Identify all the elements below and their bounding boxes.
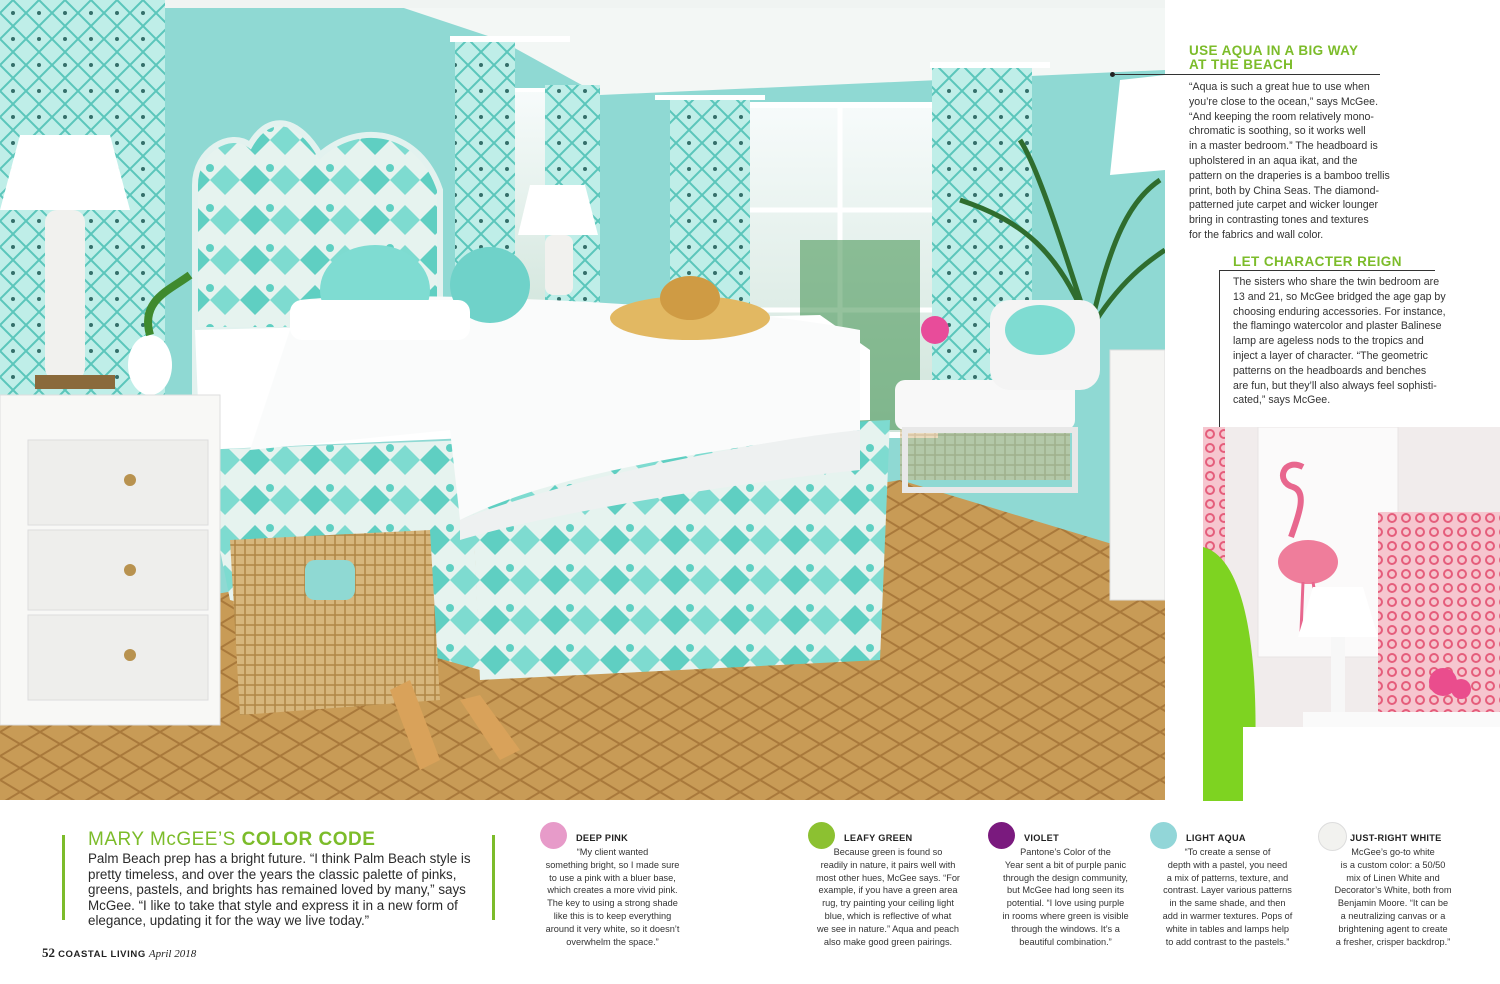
desc-line: Because green is found so [833,847,943,857]
swatch-name: LIGHT AQUA [1186,833,1246,843]
body-line: “And keeping the room relatively mono- [1189,110,1374,123]
desc-line: also make good green pairings. [823,936,953,947]
section-heading-aqua [1189,44,1469,72]
section-body-aqua [1189,80,1489,243]
color-code-intro [88,829,508,929]
body-line: cated,” says McGee. [1233,394,1331,407]
body-line: the flamingo watercolor and plaster Balinese [1233,320,1442,333]
color-code-body [88,851,508,929]
section-heading-character: LET CHARACTER REIGN [1233,254,1402,269]
desc-line: a fresher, crisper backdrop.” [1335,936,1451,947]
desc-line: which creates a more vivid pink. [547,885,678,896]
swatch-description [988,846,1143,948]
body-line: upholstered in an aqua ikat, and the [1189,154,1358,167]
desc-line: example, if you have a green area [818,885,958,896]
body-line: you’re close to the ocean,” says McGee. [1189,95,1379,108]
body-line: The sisters who share the twin bedroom are [1233,276,1440,288]
desc-line: to use a pink with a bluer base, [549,872,676,883]
body-line: pretty timeless, and over the years the classic palette of pinks, [88,866,457,882]
issue-date: April 2018 [148,948,197,960]
swatch-description [1318,846,1468,948]
desc-line: blue, which is reflective of what [824,910,952,921]
body-line: patterns on the headboards and benches [1233,364,1427,377]
body-line: 13 and 21, so McGee bridged the age gap by [1233,290,1446,303]
heading-rule [1219,270,1435,271]
desc-line: a neutralizing canvas or a [1340,910,1446,921]
desc-line: in the same shade, and then [1169,898,1286,909]
desc-line: we see in nature.” Aqua and peach [817,923,959,934]
desc-line: in rooms where green is visible [1002,910,1129,921]
leader-rule [1114,74,1380,75]
body-line: choosing enduring accessories. For instance, [1233,305,1446,318]
desc-line: “My client wanted [576,847,649,857]
color-swatch-circle [540,822,567,849]
desc-line: mix of Linen White and [1346,872,1440,883]
desc-line: something bright, so I made sure [545,859,680,870]
color-swatch-circle [808,822,835,849]
color-code-title [88,829,508,851]
desc-line: white in tables and lamps help [1165,923,1290,934]
desc-line: add in warmer textures. Pops of [1162,910,1293,921]
swatch-description [1150,846,1305,948]
desc-line: potential. “I love using purple [1006,898,1125,909]
desc-line: Benjamin Moore. “It can be [1337,898,1449,909]
desc-line: “To create a sense of [1184,847,1271,857]
color-swatch-circle [1150,822,1177,849]
swatch-name: JUST-RIGHT WHITE [1350,833,1442,843]
heading-line-2: AT THE BEACH [1189,57,1294,72]
magazine-name: COASTAL LIVING [58,949,146,960]
swatch-description [808,846,968,948]
desc-line: McGee’s go-to white [1351,847,1435,857]
body-line: McGee. “I like to take that style and express it in a new form of [88,897,458,913]
title-bold: COLOR CODE [241,829,376,850]
body-line: in a master bedroom.” The headboard is [1189,140,1378,153]
desc-line: beautiful combination.” [1019,936,1112,947]
desc-line: but McGee had long seen its [1007,885,1124,896]
desc-line: through the design community, [1003,872,1128,883]
desc-line: Decorator’s White, both from [1334,885,1452,896]
desc-line: rug, try painting your ceiling light [822,898,954,909]
swatch-name: VIOLET [1024,833,1059,843]
desc-line: overwhelm the space.” [566,936,659,947]
desc-line: like this is to keep everything [553,910,672,921]
body-line: chromatic is soothing, so it works well [1189,125,1366,138]
swatch-name: LEAFY GREEN [844,833,913,843]
body-line: print, both by China Seas. The diamond- [1189,184,1380,197]
desc-line: through the windows. It’s a [1011,923,1120,934]
body-line: pattern on the draperies is a bamboo trellis [1189,169,1390,182]
swatch-description [540,846,685,948]
sidebar-section-aqua [1110,43,1500,241]
body-line: are fun, but they’ll also always feel sophisti- [1233,379,1437,392]
desc-line: The key to using a strong shade [547,898,678,909]
page-number: 52 [42,945,55,960]
desc-line: brightening agent to create [1338,923,1448,934]
color-code-accent-rule [62,835,65,920]
body-line: patterned jute carpet and wicker lounger [1189,199,1379,212]
heading-line-1: USE AQUA IN A BIG WAY [1189,43,1359,58]
desc-line: Pantone’s Color of the [1020,847,1111,857]
color-swatch-circle [988,822,1015,849]
desc-line: contrast. Layer various patterns [1163,885,1292,896]
body-line: for the fabrics and wall color. [1189,228,1324,241]
body-line: bring in contrasting tones and textures [1189,214,1369,227]
body-line: greens, pastels, and brights has remained loved by many,” says [88,882,466,898]
body-line: lamp are ageless nods to the tropics and [1233,335,1424,348]
section-body-character [1233,275,1498,408]
body-line: “Aqua is such a great hue to use when [1189,81,1370,93]
title-plain: MARY McGEE’S [88,829,242,850]
desc-line: most other hues, McGee says. “For [816,872,960,883]
desc-line: Year sent a bit of purple panic [1004,859,1127,870]
body-line: inject a layer of character. “The geometric [1233,349,1428,362]
body-line: elegance, updating it for the way we live today.” [88,913,370,929]
twin-bedroom-illustration [1203,427,1500,801]
color-code-divider [492,835,495,920]
desc-line: is a custom color: a 50/50 [1340,859,1446,870]
desc-line: depth with a pastel, you need [1167,859,1288,870]
twin-bedroom-photo [1203,427,1500,801]
desc-line: readily in nature, it pairs well with [820,859,956,870]
desc-line: around it very white, so it doesn’t [545,923,680,934]
desc-line: a mix of patterns, texture, and [1166,872,1289,883]
body-line: Palm Beach prep has a bright future. “I think Palm Beach style is [88,851,471,866]
page-folio [42,945,196,961]
desc-line: to add contrast to the pastels.” [1165,936,1290,947]
swatch-name: DEEP PINK [576,833,629,843]
